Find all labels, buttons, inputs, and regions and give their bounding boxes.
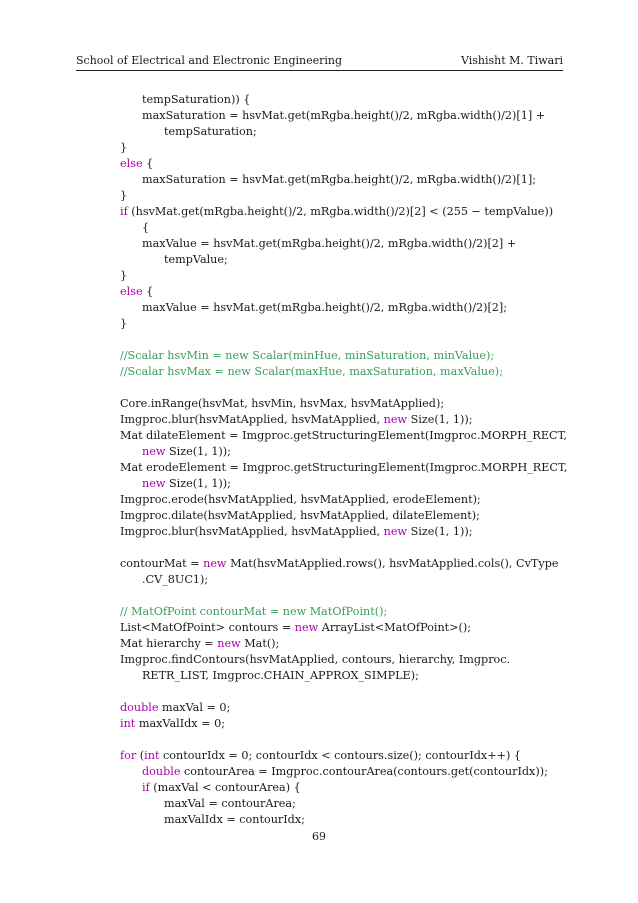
- code-text: Core.inRange(hsvMat, hsvMin, hsvMax, hsvMatApplied);: [120, 397, 445, 410]
- code-text: Mat erodeElement = Imgproc.getStructuringElement(Imgproc.MORPH_RECT,: [120, 461, 568, 474]
- code-text: Imgproc.dilate(hsvMatApplied, hsvMatApplied, dilateElement);: [120, 509, 480, 522]
- code-line: [120, 220, 580, 236]
- code-text: tempValue;: [164, 253, 228, 266]
- code-line: [120, 92, 580, 108]
- code-listing: [120, 92, 580, 828]
- code-text: Imgproc.erode(hsvMatApplied, hsvMatApplied, erodeElement);: [120, 493, 481, 506]
- code-line: [120, 812, 580, 828]
- code-text: Mat hierarchy =: [120, 637, 218, 650]
- code-text: maxVal = 0;: [158, 701, 231, 714]
- code-text: Imgproc.blur(hsvMatApplied, hsvMatApplied,: [120, 525, 384, 538]
- code-text: contourArea = Imgproc.contourArea(contours.get(contourIdx));: [180, 765, 548, 778]
- code-text: tempSaturation;: [164, 125, 257, 138]
- code-line: [120, 140, 580, 156]
- code-text: Imgproc.findContours(hsvMatApplied, contours, hierarchy, Imgproc.: [120, 653, 511, 666]
- code-line: [120, 204, 580, 220]
- code-line: [120, 268, 580, 284]
- code-text: Imgproc.blur(hsvMatApplied, hsvMatApplied,: [120, 413, 384, 426]
- code-text: maxValue = hsvMat.get(mRgba.height()/2, mRgba.width()/2)[2];: [142, 301, 508, 314]
- code-line: [120, 764, 580, 780]
- code-keyword: if: [142, 781, 150, 794]
- code-line: [120, 348, 580, 364]
- code-line: [120, 396, 580, 412]
- header-author: Vishisht M. Tiwari: [460, 54, 563, 67]
- code-text: {: [142, 157, 154, 170]
- code-line: [120, 460, 580, 476]
- code-keyword: int: [120, 717, 136, 730]
- code-text: ArrayList<MatOfPoint>();: [318, 621, 472, 634]
- code-line: [120, 796, 580, 812]
- code-line: [120, 428, 580, 444]
- code-keyword: new: [294, 621, 319, 634]
- code-comment: //Scalar hsvMin = new Scalar(minHue, minSaturation, minValue);: [120, 349, 495, 362]
- code-line: [120, 668, 580, 684]
- code-line: [120, 572, 580, 588]
- code-text: (maxVal < contourArea) {: [149, 781, 301, 794]
- code-text: Size(1, 1));: [407, 525, 473, 538]
- code-text: tempSaturation)) {: [142, 93, 251, 106]
- code-line: [120, 780, 580, 796]
- code-text: {: [142, 221, 150, 234]
- code-line: [120, 604, 580, 620]
- code-text: Size(1, 1));: [165, 477, 231, 490]
- code-keyword: double: [120, 701, 159, 714]
- code-line: [120, 108, 580, 124]
- code-text: Mat(hsvMatApplied.rows(), hsvMatApplied.cols(), CvType: [226, 557, 559, 570]
- code-text: }: [120, 269, 128, 282]
- code-comment: //Scalar hsvMax = new Scalar(maxHue, maxSaturation, maxValue);: [120, 365, 503, 378]
- header-school: School of Electrical and Electronic Engineering: [76, 54, 343, 67]
- code-text: maxValue = hsvMat.get(mRgba.height()/2, mRgba.width()/2)[2] +: [142, 237, 517, 250]
- code-text: }: [120, 141, 128, 154]
- page-number: 69: [312, 830, 326, 843]
- code-line: [120, 188, 580, 204]
- code-line: [120, 508, 580, 524]
- blank-line: [120, 684, 580, 700]
- blank-line: [120, 732, 580, 748]
- code-text: Mat dilateElement = Imgproc.getStructuringElement(Imgproc.MORPH_RECT,: [120, 429, 567, 442]
- code-text: contourMat =: [120, 557, 204, 570]
- code-line: [120, 652, 580, 668]
- code-text: }: [120, 317, 128, 330]
- code-text: Size(1, 1));: [165, 445, 231, 458]
- code-line: [120, 492, 580, 508]
- code-keyword: else: [120, 285, 143, 298]
- code-line: [120, 524, 580, 540]
- code-line: [120, 252, 580, 268]
- code-keyword: new: [142, 477, 166, 490]
- blank-line: [120, 380, 580, 396]
- code-text: .CV_8UC1);: [142, 573, 209, 586]
- code-text: maxSaturation = hsvMat.get(mRgba.height()/2, mRgba.width()/2)[1];: [142, 173, 536, 186]
- code-keyword: double: [142, 765, 181, 778]
- code-line: [120, 236, 580, 252]
- code-keyword: new: [203, 557, 227, 570]
- code-text: (hsvMat.get(mRgba.height()/2, mRgba.width()/2)[2] < (255 − tempValue)): [127, 205, 554, 218]
- code-line: [120, 636, 580, 652]
- code-line: [120, 172, 580, 188]
- code-keyword: for: [120, 749, 137, 762]
- code-line: [120, 700, 580, 716]
- code-line: [120, 124, 580, 140]
- blank-line: [120, 588, 580, 604]
- code-keyword: else: [120, 157, 143, 170]
- code-keyword: new: [217, 637, 241, 650]
- code-text: maxVal = contourArea;: [164, 797, 296, 810]
- code-line: [120, 556, 580, 572]
- code-line: [120, 156, 580, 172]
- code-line: [120, 364, 580, 380]
- code-line: [120, 716, 580, 732]
- code-comment: // MatOfPoint contourMat = new MatOfPoint();: [120, 605, 388, 618]
- code-line: [120, 620, 580, 636]
- code-text: {: [142, 285, 154, 298]
- code-text: contourIdx = 0; contourIdx < contours.size(); contourIdx++) {: [159, 749, 522, 762]
- code-text: List<MatOfPoint> contours =: [120, 621, 295, 634]
- code-line: [120, 444, 580, 460]
- code-line: [120, 300, 580, 316]
- code-text: RETR_LIST, Imgproc.CHAIN_APPROX_SIMPLE);: [142, 669, 419, 682]
- code-text: }: [120, 189, 128, 202]
- code-line: [120, 284, 580, 300]
- code-line: [120, 476, 580, 492]
- code-line: [120, 316, 580, 332]
- code-keyword: new: [383, 413, 408, 426]
- page-header: [76, 54, 563, 71]
- code-text: Size(1, 1));: [407, 413, 473, 426]
- code-keyword: if: [120, 205, 128, 218]
- code-keyword: int: [144, 749, 160, 762]
- code-text: Mat();: [240, 637, 280, 650]
- blank-line: [120, 540, 580, 556]
- code-text: (: [136, 749, 145, 762]
- code-line: [120, 412, 580, 428]
- code-text: maxValIdx = contourIdx;: [164, 813, 305, 826]
- blank-line: [120, 332, 580, 348]
- code-line: [120, 748, 580, 764]
- code-text: maxSaturation = hsvMat.get(mRgba.height()/2, mRgba.width()/2)[1] +: [142, 109, 546, 122]
- code-text: maxValIdx = 0;: [135, 717, 225, 730]
- code-keyword: new: [383, 525, 408, 538]
- code-keyword: new: [142, 445, 166, 458]
